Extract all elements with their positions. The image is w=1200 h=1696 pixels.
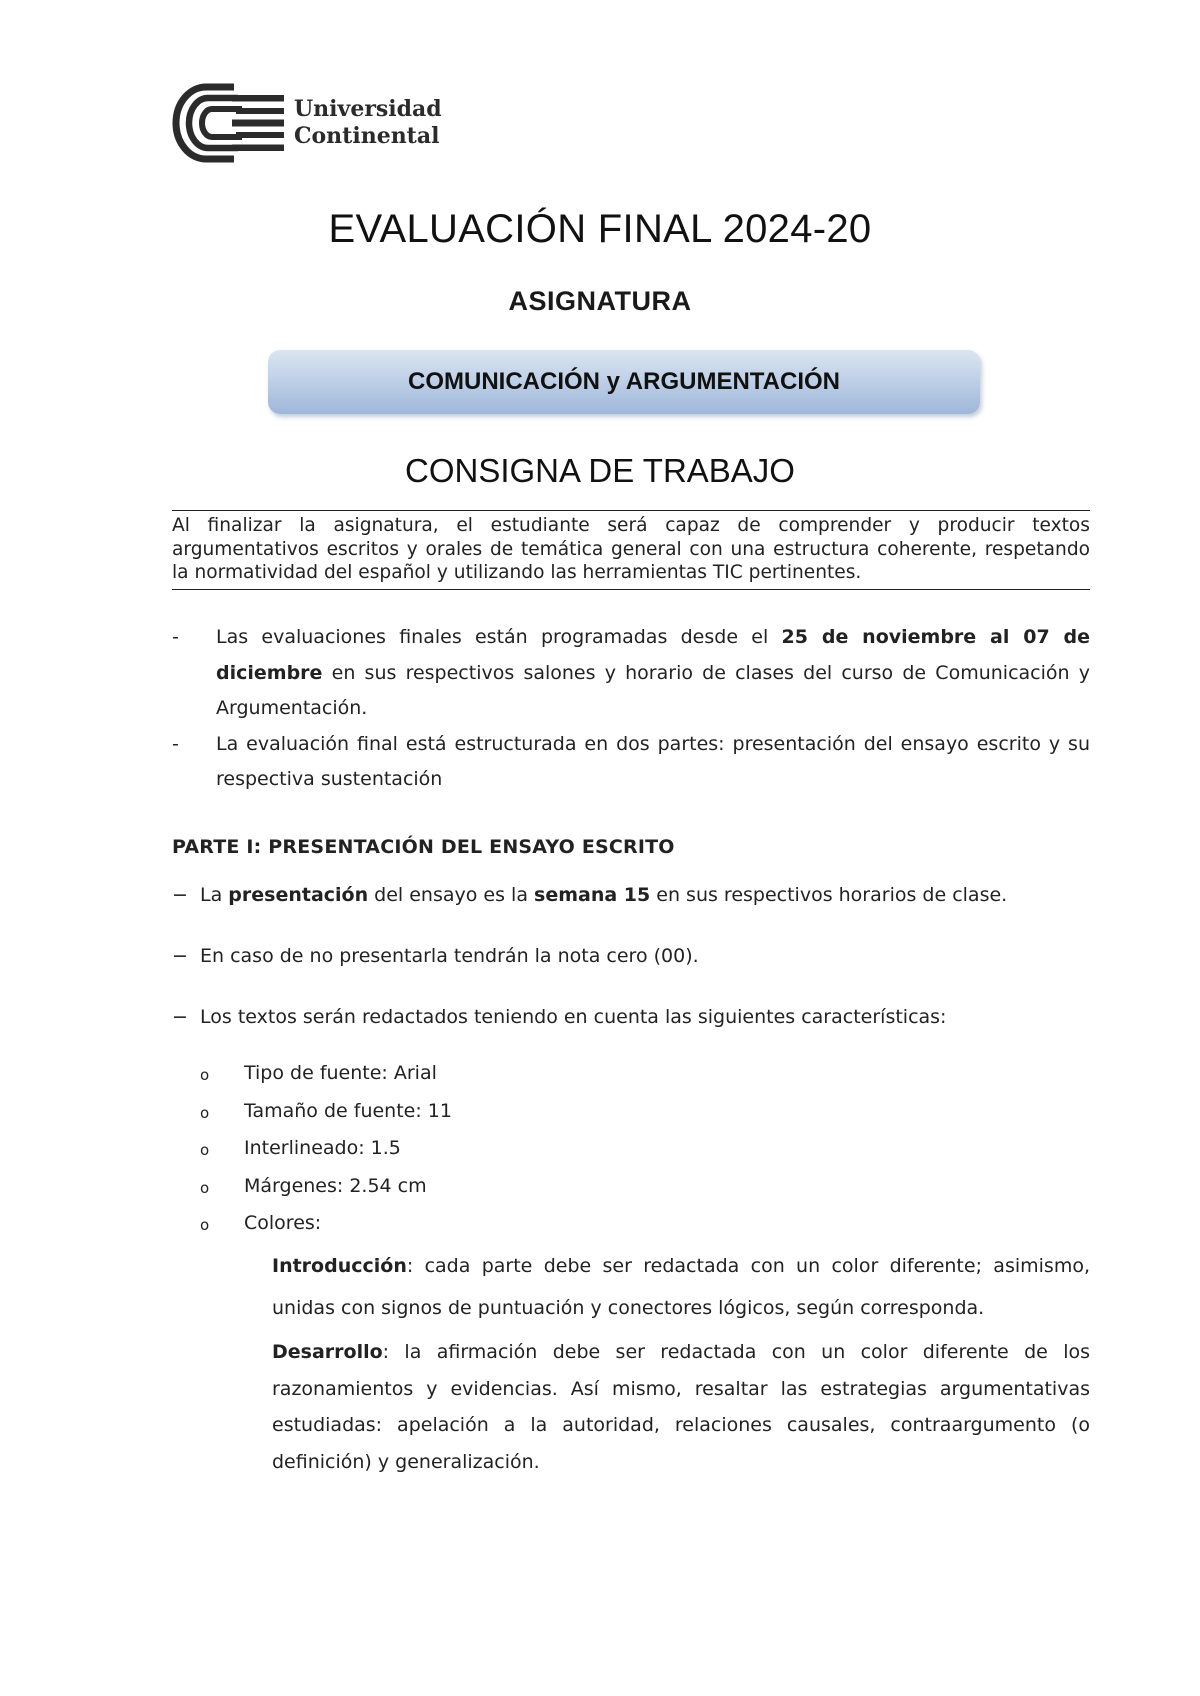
dates-highlight: 25 de noviembre al 07 de diciembre (216, 626, 1091, 684)
development-label: Desarrollo (272, 1341, 383, 1363)
circle-bullet: o (200, 1103, 210, 1122)
list-item (172, 880, 1090, 910)
course-banner (268, 350, 980, 414)
feature-text: Tamaño de fuente: 11 (244, 1099, 452, 1122)
item-bold-week: semana 15 (534, 884, 651, 906)
introduction-label: Introducción (272, 1255, 407, 1277)
item-text-post: en sus respectivos salones y horario de clases del curso de Comunicación y Argumentación. (216, 661, 1090, 719)
competence-statement: Al finalizar la asignatura, el estudiante será capaz de comprender y producir textos argumentativos escritos y orales de temática general con una estructura coherente, respetando la normatividad del español y utilizando las herramientas TIC pertinentes. (172, 510, 1090, 590)
feature-text: Márgenes: 2.54 cm (244, 1174, 427, 1197)
feature-text: Colores: (244, 1212, 322, 1234)
item-text: En caso de no presentarla tendrán la nota cero (00). (200, 945, 699, 967)
list-item (200, 1093, 452, 1131)
section-title: CONSIGNA DE TRABAJO (405, 452, 795, 489)
university-logo (172, 78, 462, 168)
circle-bullet: o (200, 1066, 210, 1084)
exam-title: EVALUACIÓN FINAL 2024-20 (328, 207, 872, 251)
dash-bullet: − (172, 884, 188, 906)
introduction-text: : cada parte debe ser redactada con un color diferente; asimismo, unidas con signos de puntuación y conectores lógicos, según corresponda. (272, 1255, 1090, 1319)
dash-bullet: - (172, 732, 179, 755)
circle-bullet: o (200, 1178, 210, 1197)
dash-bullet: - (172, 626, 179, 648)
item-text: La evaluación final está estructurada en dos partes: presentación del ensayo escrito y su respectiva sustentación (216, 732, 1090, 790)
list-item (172, 727, 1090, 798)
list-item (200, 1130, 452, 1168)
format-features-list (200, 1055, 452, 1243)
development-paragraph (272, 1334, 1090, 1480)
item-text-d: en sus respectivos horarios de clase. (650, 884, 1008, 906)
logo-line-2: Continental (294, 123, 440, 149)
feature-text: Tipo de fuente: Arial (244, 1062, 437, 1084)
logo-line-1: Universidad (294, 96, 442, 122)
introduction-paragraph (272, 1245, 1090, 1329)
list-item (172, 620, 1090, 727)
feature-text: Interlineado: 1.5 (244, 1137, 401, 1159)
item-text-pre: Las evaluaciones finales están programadas desde el (216, 626, 782, 648)
list-item (200, 1055, 452, 1093)
list-item (200, 1168, 452, 1206)
subject-heading: ASIGNATURA (508, 286, 692, 316)
part-1-heading: PARTE I: PRESENTACIÓN DEL ENSAYO ESCRITO (172, 836, 675, 858)
list-item (172, 941, 1090, 971)
item-text-a: La (200, 884, 229, 906)
circle-bullet: o (200, 1141, 210, 1159)
continental-c-logo-icon (172, 83, 290, 163)
item-text-c: del ensayo es la (368, 884, 535, 906)
list-item (200, 1205, 452, 1243)
dash-bullet: − (172, 1006, 188, 1028)
dash-bullet: − (172, 945, 188, 967)
item-text: Los textos serán redactados teniendo en cuenta las siguientes características: (200, 1006, 947, 1028)
development-text: : la afirmación debe ser redactada con un color diferente de los razonamientos y evidencias. Así mismo, resaltar las estrategias argumentativas estudiadas: apelación a la autoridad, relaciones causales, contraargumento (o definición) y generalización. (272, 1341, 1090, 1473)
item-bold-presentation: presentación (228, 884, 369, 906)
part-1-list (172, 880, 1090, 1032)
list-item (172, 1002, 1090, 1032)
course-name: COMUNICACIÓN y ARGUMENTACIÓN (408, 368, 840, 395)
circle-bullet: o (200, 1216, 210, 1234)
intro-list (172, 620, 1090, 798)
